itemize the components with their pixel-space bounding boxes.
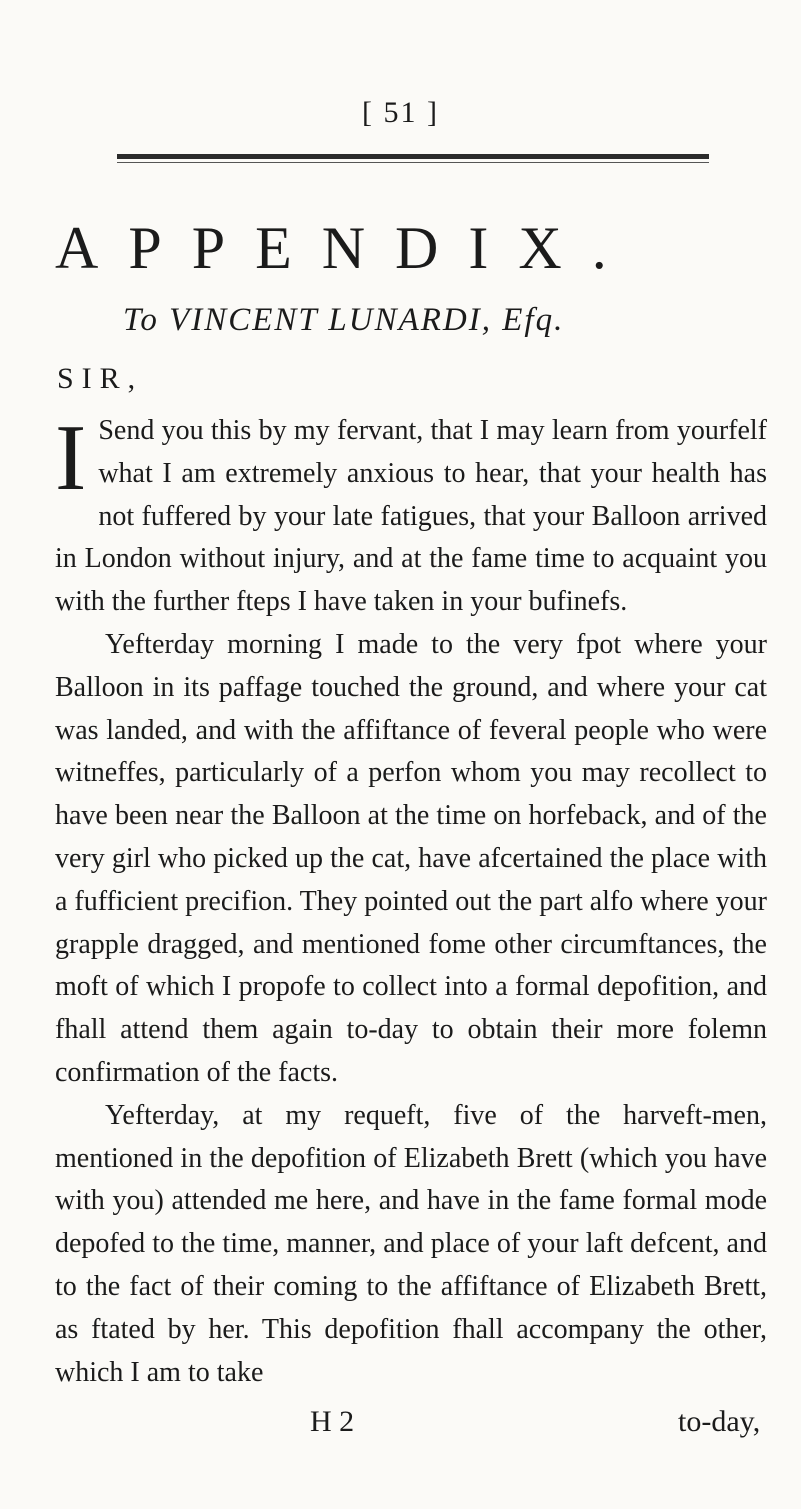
letter-body (55, 406, 767, 1394)
paragraph-1-text: Send you this by my fervant, that I may learn from yourfelf what I am extremely anxious to hear, that your health has not fuffered by your late fatigues, that your Balloon arrived in London without injury, and at the fame time to acquaint you with the further fteps I have taken in your bufinefs. (55, 415, 767, 618)
section-heading: APPENDIX. (55, 215, 637, 281)
page-footer (0, 1405, 801, 1445)
ornamental-rule-thin (117, 162, 709, 163)
paragraph-3: Yefterday, at my requeft, five of the harveft-men, mentioned in the depofition of Elizabeth Brett (which you have with you) attended me here, and have in the fame formal mode depofed to the time, manner, and place of your laft defcent, and to the fact of their coming to the affiftance of Elizabeth Brett, as ftated by her. This depofition fhall accompany the other, which I am to take (55, 1099, 767, 1388)
paragraph-2: Yefterday morning I made to the very fpot where your Balloon in its paffage touched the ground, and where your cat was landed, and with the affiftance of feveral people who were witneffes, particularly of a perfon whom you may recollect to have been near the Balloon at the time on horfeback, and of the very girl who picked up the cat, have afcertained the place with a fufficient precifion. They pointed out the part alfo where your grapple dragged, and mentioned fome other circumftances, the moft of which I propofe to collect into a formal depofition, and fhall attend them again to-day to obtain their more folemn confirmation of the facts. (55, 628, 767, 1088)
catchword: to-day, (678, 1405, 761, 1438)
paragraph-1 (55, 406, 767, 624)
page-number: [ 51 ] (362, 96, 439, 129)
letter-salutation: SIR, (57, 362, 144, 395)
ornamental-rule (117, 154, 709, 159)
letter-addressee: To VINCENT LUNARDI, Efq. (123, 302, 565, 338)
drop-cap: I (55, 406, 87, 510)
signature-mark: H 2 (310, 1405, 355, 1438)
